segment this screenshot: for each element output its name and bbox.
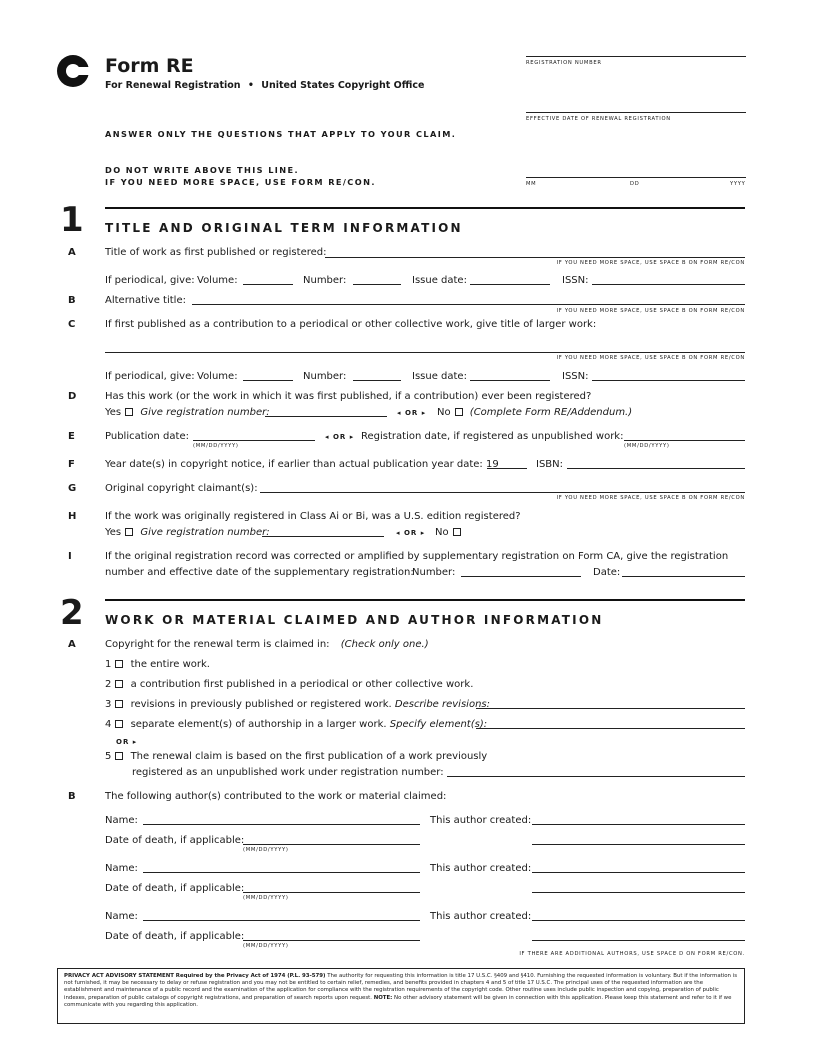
no-label: No — [435, 527, 449, 538]
privacy-heading: PRIVACY ACT ADVISORY STATEMENT Required by the Privacy Act of 1974 (P.L. 93-579) — [64, 973, 326, 979]
item-letter-a: A — [68, 247, 76, 258]
option-5-checkbox[interactable] — [115, 752, 123, 760]
subtitle-text: For Renewal Registration — [105, 80, 241, 91]
or-separator: ◂ OR ▸ — [325, 433, 355, 441]
issue-date-input[interactable] — [470, 284, 550, 285]
author-created-input[interactable] — [532, 872, 745, 873]
claim-option-2 — [105, 679, 473, 691]
title-of-work-input[interactable] — [325, 257, 745, 258]
author-created-label: This author created: — [430, 911, 532, 922]
notice-year-input[interactable] — [487, 468, 527, 469]
original-claimant-label: Original copyright claimant(s): — [105, 483, 258, 494]
author-created-input-2[interactable] — [532, 892, 745, 893]
option-number: 5 — [105, 751, 112, 762]
date-of-death-label: Date of death, if applicable: — [105, 883, 245, 894]
volume-input[interactable] — [243, 284, 293, 285]
author-name-label: Name: — [105, 863, 138, 874]
option-2-checkbox[interactable] — [115, 680, 123, 688]
more-space-note: IF YOU NEED MORE SPACE, USE FORM RE/CON. — [105, 177, 376, 187]
hint-space-b: IF YOU NEED MORE SPACE, USE SPACE B ON FORM RE/CON — [556, 260, 745, 266]
section-2-title: WORK OR MATERIAL CLAIMED AND AUTHOR INFORMATION — [105, 613, 604, 627]
privacy-body-2: No other advisory statement will be given in connection with this application. Please keep this statement and refer to it if we communicate with you regarding this application. — [64, 994, 732, 1008]
author-name-input[interactable] — [143, 920, 420, 921]
item-letter-b: B — [68, 791, 76, 802]
issue-date-input[interactable] — [470, 380, 550, 381]
subtitle-dot: • — [247, 80, 254, 91]
supplementary-line-1: If the original registration record was corrected or amplified by supplementary registration on Form CA, give the registration — [105, 551, 729, 562]
unpublished-reg-number-input[interactable] — [447, 776, 745, 777]
notice-year-label: Year date(s) in copyright notice, if earlier than actual publication year date: 19 — [105, 459, 499, 470]
option-number: 2 — [105, 679, 112, 690]
us-edition-question: If the work was originally registered in Class Ai or Bi, was a U.S. edition registered? — [105, 511, 521, 522]
copyright-c-icon — [56, 54, 90, 88]
no-checkbox[interactable] — [453, 528, 461, 536]
dd-label: DD — [630, 181, 640, 187]
section-1-title: TITLE AND ORIGINAL TERM INFORMATION — [105, 221, 463, 235]
issue-date-label: Issue date: — [412, 371, 467, 382]
issn-input[interactable] — [592, 380, 745, 381]
alternative-title-label: Alternative title: — [105, 295, 186, 306]
privacy-note-label: NOTE: — [373, 994, 393, 1001]
author-name-input[interactable] — [143, 824, 420, 825]
issn-label: ISSN: — [562, 371, 589, 382]
author-created-input-2[interactable] — [532, 844, 745, 845]
title-of-work-label: Title of work as first published or registered: — [105, 247, 327, 258]
date-format-hint: (MM/DD/YYYY) — [243, 895, 289, 901]
author-created-label: This author created: — [430, 863, 532, 874]
item-letter-e: E — [68, 431, 75, 442]
give-reg-number-label: Give registration number: — [140, 527, 270, 538]
additional-authors-hint: IF THERE ARE ADDITIONAL AUTHORS, USE SPACE D ON FORM RE/CON. — [519, 951, 745, 957]
answer-only-note: ANSWER ONLY THE QUESTIONS THAT APPLY TO YOUR CLAIM. — [105, 129, 457, 139]
original-claimant-input[interactable] — [260, 492, 745, 493]
isbn-label: ISBN: — [536, 459, 564, 470]
number-input[interactable] — [353, 284, 401, 285]
claimed-in-text: Copyright for the renewal term is claimed in: — [105, 639, 330, 650]
registered-yes-row — [105, 407, 270, 419]
issn-label: ISSN: — [562, 275, 589, 286]
yes-label: Yes — [105, 527, 122, 538]
yes-checkbox[interactable] — [125, 408, 133, 416]
volume-label: Volume: — [197, 275, 238, 286]
periodical-label: If periodical, give: — [105, 371, 195, 382]
option-3-text: revisions in previously published or registered work. — [130, 699, 392, 710]
specify-elements-label: Specify element(s): — [389, 719, 488, 730]
no-checkbox[interactable] — [455, 408, 463, 416]
yes-label: Yes — [105, 407, 122, 418]
us-edition-yes-row — [105, 527, 270, 539]
author-created-label: This author created: — [430, 815, 532, 826]
number-label: Number: — [303, 371, 347, 382]
registration-number-line[interactable] — [526, 56, 746, 57]
claim-option-1 — [105, 659, 210, 671]
option-number: 4 — [105, 719, 112, 730]
hint-space-b: IF YOU NEED MORE SPACE, USE SPACE B ON FORM RE/CON — [556, 495, 745, 501]
specify-elements-input[interactable] — [476, 728, 745, 729]
section-1-rule — [105, 207, 745, 209]
alternative-title-input[interactable] — [192, 304, 745, 305]
publication-date-input[interactable] — [193, 440, 315, 441]
claim-option-4 — [105, 719, 487, 731]
date-format-hint: (MM/DD/YYYY) — [624, 443, 670, 449]
volume-input[interactable] — [243, 380, 293, 381]
supplementary-date-label: Date: — [593, 567, 621, 578]
effective-date-label: EFFECTIVE DATE OF RENEWAL REGISTRATION — [526, 116, 671, 122]
hint-space-b: IF YOU NEED MORE SPACE, USE SPACE B ON FORM RE/CON — [556, 355, 745, 361]
larger-work-label: If first published as a contribution to a periodical or other collective work, give title of larger work: — [105, 319, 597, 330]
option-3-checkbox[interactable] — [115, 700, 123, 708]
item-letter-a: A — [68, 639, 76, 650]
registration-date-input[interactable] — [624, 440, 745, 441]
item-letter-h: H — [68, 511, 77, 522]
author-name-label: Name: — [105, 911, 138, 922]
privacy-body-1: The authority for requesting this information is title 17 U.S.C. §409 and §410. Furnishing the requested information is voluntary. But if the information is not furnished, it may be necessary to delay or refuse registration and you may not be entitled to certain relief, remedies, and benefits provided in chapters 4 and 5 of title 17 U.S.C. The principal uses of the requested information are the establishment and maintenance of a public record and the examination of the application for compliance with the registration requirements of the copyright code. Other routine uses include public inspection and copying, preparation of public indexes, preparation of public catalogs of copyright registrations, and preparation of search reports upon request. — [64, 973, 737, 1001]
item-letter-d: D — [68, 391, 77, 402]
agency-text: United States Copyright Office — [261, 80, 425, 91]
date-of-death-input[interactable] — [243, 844, 420, 845]
isbn-input[interactable] — [567, 468, 745, 469]
do-not-write-note: DO NOT WRITE ABOVE THIS LINE. — [105, 165, 300, 175]
item-letter-g: G — [68, 483, 77, 494]
mm-label: MM — [526, 181, 537, 187]
us-edition-reg-number-input[interactable] — [262, 536, 384, 537]
date-of-death-input[interactable] — [243, 892, 420, 893]
date-of-death-label: Date of death, if applicable: — [105, 835, 245, 846]
date-format-hint: (MM/DD/YYYY) — [243, 847, 289, 853]
effective-date-line[interactable] — [526, 112, 746, 113]
or-separator: OR ▸ — [116, 738, 138, 746]
us-edition-no-row — [435, 527, 465, 539]
section-2-rule — [105, 599, 745, 601]
section-1-number: 1 — [60, 200, 84, 240]
describe-revisions-input[interactable] — [476, 708, 745, 709]
registration-number-label: REGISTRATION NUMBER — [526, 60, 602, 66]
privacy-statement-box — [57, 968, 745, 1024]
option-number: 1 — [105, 659, 112, 670]
author-created-input[interactable] — [532, 920, 745, 921]
volume-label: Volume: — [197, 371, 238, 382]
or-separator: ◂ OR ▸ — [396, 529, 426, 537]
author-name-input[interactable] — [143, 872, 420, 873]
issn-input[interactable] — [592, 284, 745, 285]
item-letter-f: F — [68, 459, 75, 470]
yes-checkbox[interactable] — [125, 528, 133, 536]
number-label: Number: — [303, 275, 347, 286]
item-letter-b: B — [68, 295, 76, 306]
claim-option-5-line-2: registered as an unpublished work under registration number: — [132, 767, 444, 778]
check-only-one: (Check only one.) — [340, 639, 429, 650]
date-format-hint: (MM/DD/YYYY) — [193, 443, 239, 449]
date-format-hint: (MM/DD/YYYY) — [243, 943, 289, 949]
supplementary-number-input[interactable] — [461, 576, 581, 577]
item-letter-c: C — [68, 319, 76, 330]
periodical-label: If periodical, give: — [105, 275, 195, 286]
describe-revisions-label: Describe revisions: — [394, 699, 490, 710]
form-title: Form RE — [105, 55, 194, 77]
option-5-text: The renewal claim is based on the first publication of a work previously — [130, 751, 488, 762]
registration-date-label: Registration date, if registered as unpublished work: — [361, 431, 624, 442]
renewal-claim-label — [105, 639, 429, 651]
date-of-death-label: Date of death, if applicable: — [105, 931, 245, 942]
item-letter-i: I — [68, 551, 72, 562]
supplementary-line-2: number and effective date of the supplementary registration: — [105, 567, 414, 578]
effective-date-entry-line[interactable] — [526, 177, 746, 178]
option-4-text: separate element(s) of authorship in a larger work. — [130, 719, 387, 730]
no-label: No — [437, 407, 451, 418]
number-input[interactable] — [353, 380, 401, 381]
date-of-death-input[interactable] — [243, 940, 420, 941]
option-2-text: a contribution first published in a periodical or other collective work. — [130, 679, 474, 690]
author-name-label: Name: — [105, 815, 138, 826]
supplementary-number-label: Number: — [412, 567, 456, 578]
authors-label: The following author(s) contributed to the work or material claimed: — [105, 791, 447, 802]
give-reg-number-label: Give registration number: — [140, 407, 270, 418]
form-subtitle — [105, 80, 424, 92]
option-number: 3 — [105, 699, 112, 710]
claim-option-3 — [105, 699, 490, 711]
option-1-checkbox[interactable] — [115, 660, 123, 668]
larger-work-input[interactable] — [105, 352, 745, 353]
yyyy-label: YYYY — [730, 181, 746, 187]
previously-registered-question: Has this work (or the work in which it was first published, if a contribution) ever been registered? — [105, 391, 592, 402]
option-1-text: the entire work. — [130, 659, 210, 670]
registered-no-row — [437, 407, 632, 419]
issue-date-label: Issue date: — [412, 275, 467, 286]
publication-date-label: Publication date: — [105, 431, 189, 442]
complete-addendum-note: (Complete Form RE/Addendum.) — [469, 407, 633, 418]
hint-space-b: IF YOU NEED MORE SPACE, USE SPACE B ON FORM RE/CON — [556, 308, 745, 314]
copyright-logo — [56, 54, 90, 88]
registration-number-input[interactable] — [265, 416, 387, 417]
section-2-number: 2 — [60, 593, 84, 633]
claim-option-5 — [105, 751, 487, 763]
author-created-input[interactable] — [532, 824, 745, 825]
option-4-checkbox[interactable] — [115, 720, 123, 728]
author-created-input-2[interactable] — [532, 940, 745, 941]
supplementary-date-input[interactable] — [622, 576, 745, 577]
or-separator: ◂ OR ▸ — [397, 409, 427, 417]
